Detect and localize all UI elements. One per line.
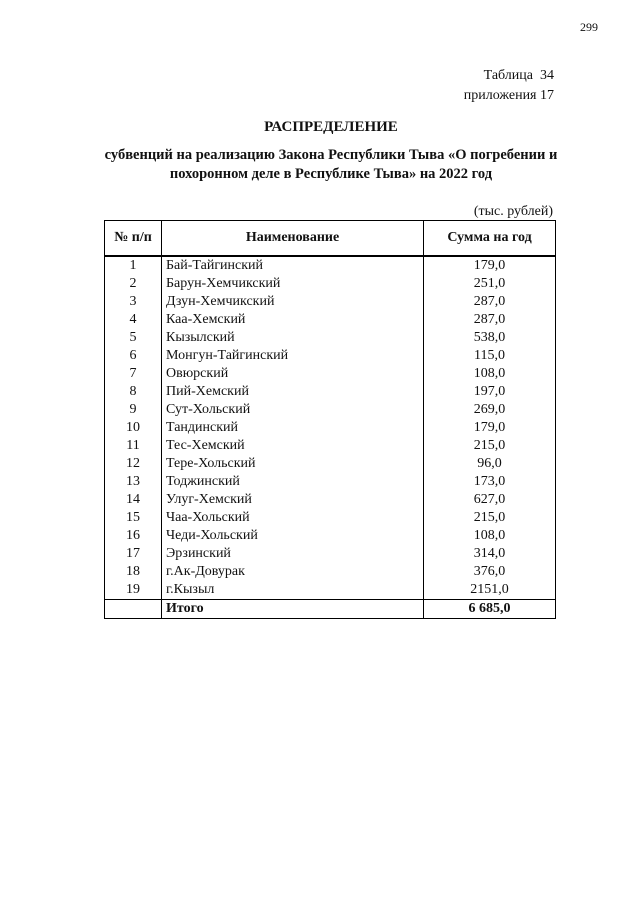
appendix-reference	[464, 66, 554, 106]
row-sum: 251,0	[424, 275, 556, 293]
table-row	[105, 256, 556, 275]
table-body	[105, 256, 556, 619]
row-sum: 2151,0	[424, 581, 556, 600]
table-row	[105, 545, 556, 563]
row-name: Тес-Хемский	[162, 437, 424, 455]
row-name: Монгун-Тайгинский	[162, 347, 424, 365]
row-number: 18	[105, 563, 162, 581]
distribution-table	[104, 220, 556, 619]
table-row	[105, 347, 556, 365]
table-row	[105, 563, 556, 581]
row-sum: 269,0	[424, 401, 556, 419]
row-number: 16	[105, 527, 162, 545]
row-sum: 108,0	[424, 527, 556, 545]
table-row	[105, 509, 556, 527]
row-number: 10	[105, 419, 162, 437]
appendix-number: приложения 17	[463, 88, 554, 103]
table-row	[105, 293, 556, 311]
row-sum: 314,0	[424, 545, 556, 563]
header-number: № п/п	[105, 221, 162, 257]
total-label: Итого	[162, 600, 424, 619]
row-sum: 179,0	[424, 256, 556, 275]
row-sum: 96,0	[424, 455, 556, 473]
row-number: 13	[105, 473, 162, 491]
row-number: 5	[105, 329, 162, 347]
page-number: 299	[580, 20, 598, 34]
row-number: 11	[105, 437, 162, 455]
table-row	[105, 365, 556, 383]
row-number: 2	[105, 275, 162, 293]
row-sum: 287,0	[424, 293, 556, 311]
row-name: Пий-Хемский	[162, 383, 424, 401]
row-number: 6	[105, 347, 162, 365]
table-row	[105, 473, 556, 491]
row-number: 1	[105, 256, 162, 275]
row-number: 7	[105, 365, 162, 383]
row-name: Эрзинский	[162, 545, 424, 563]
table-row	[105, 419, 556, 437]
table-row	[105, 491, 556, 509]
table-row	[105, 329, 556, 347]
row-sum: 215,0	[424, 437, 556, 455]
row-number: 9	[105, 401, 162, 419]
row-name: г.Кызыл	[162, 581, 424, 600]
units-label: (тыс. рублей)	[473, 204, 553, 219]
document-title: РАСПРЕДЕЛЕНИЕ	[264, 119, 398, 135]
row-sum: 287,0	[424, 311, 556, 329]
row-sum: 376,0	[424, 563, 556, 581]
row-name: Барун-Хемчикский	[162, 275, 424, 293]
table-row	[105, 383, 556, 401]
total-sum: 6 685,0	[424, 600, 556, 619]
row-sum: 197,0	[424, 383, 556, 401]
table-row	[105, 527, 556, 545]
table-reference: Таблица 34	[483, 68, 554, 83]
row-sum: 173,0	[424, 473, 556, 491]
row-number: 19	[105, 581, 162, 600]
row-sum: 179,0	[424, 419, 556, 437]
row-number: 14	[105, 491, 162, 509]
row-name: Каа-Хемский	[162, 311, 424, 329]
row-name: Овюрский	[162, 365, 424, 383]
row-sum: 215,0	[424, 509, 556, 527]
row-name: Чаа-Хольский	[162, 509, 424, 527]
row-number: 4	[105, 311, 162, 329]
document-subtitle	[0, 146, 640, 184]
row-sum: 115,0	[424, 347, 556, 365]
row-name: Дзун-Хемчикский	[162, 293, 424, 311]
row-name: Чеди-Хольский	[162, 527, 424, 545]
row-sum: 538,0	[424, 329, 556, 347]
table-header-row	[105, 221, 556, 257]
row-name: Улуг-Хемский	[162, 491, 424, 509]
row-number: 12	[105, 455, 162, 473]
subtitle-line-2: похоронном деле в Республике Тыва» на 2022 год	[169, 166, 493, 182]
row-name: Тандинский	[162, 419, 424, 437]
row-name: Кызылский	[162, 329, 424, 347]
table-row	[105, 581, 556, 600]
row-sum: 627,0	[424, 491, 556, 509]
table-row	[105, 401, 556, 419]
table-row	[105, 455, 556, 473]
row-number: 3	[105, 293, 162, 311]
subtitle-line-1: субвенций на реализацию Закона Республики Тыва «О погребении и	[104, 147, 558, 163]
header-name: Наименование	[162, 221, 424, 257]
row-name: Сут-Хольский	[162, 401, 424, 419]
header-sum: Сумма на год	[424, 221, 556, 257]
total-row	[105, 600, 556, 619]
total-number-cell	[105, 600, 162, 619]
row-name: Тере-Хольский	[162, 455, 424, 473]
row-number: 8	[105, 383, 162, 401]
row-name: Тоджинский	[162, 473, 424, 491]
row-number: 15	[105, 509, 162, 527]
row-name: Бай-Тайгинский	[162, 256, 424, 275]
row-number: 17	[105, 545, 162, 563]
row-sum: 108,0	[424, 365, 556, 383]
table-row	[105, 275, 556, 293]
table-row	[105, 437, 556, 455]
table-row	[105, 311, 556, 329]
row-name: г.Ак-Довурак	[162, 563, 424, 581]
